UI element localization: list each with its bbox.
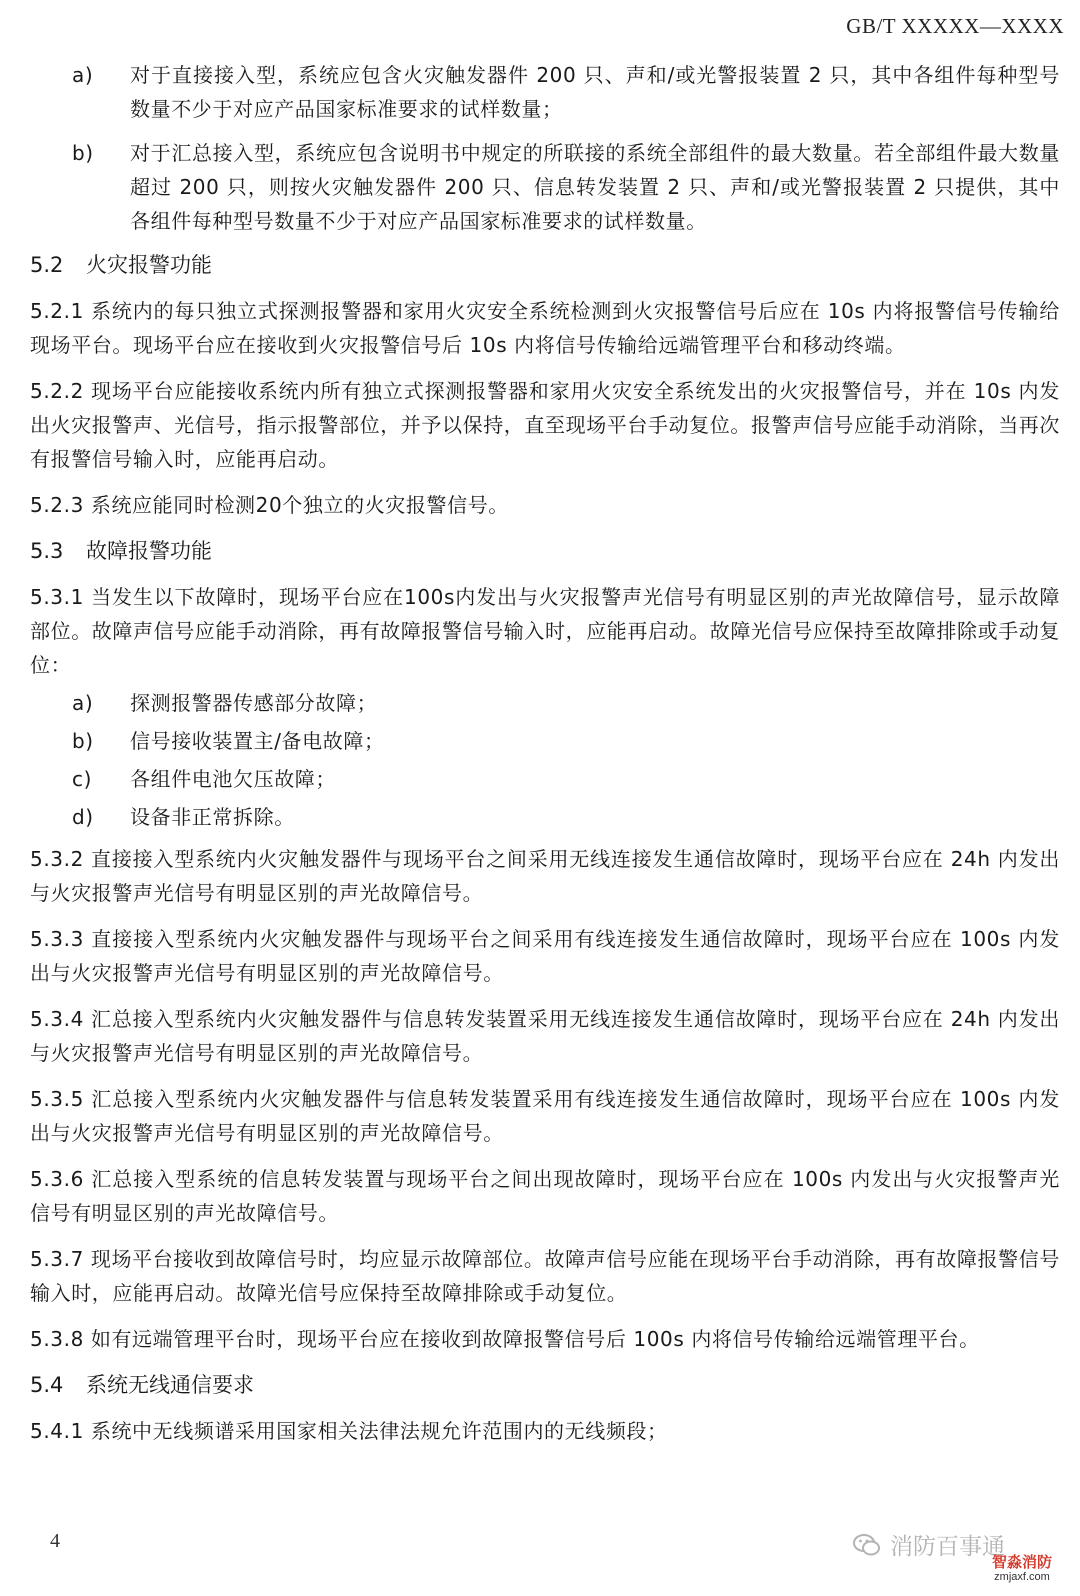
item-label: a) <box>72 691 94 715</box>
list-item <box>30 800 1060 834</box>
section-heading-5-4 <box>30 1368 1060 1402</box>
section-title: 故障报警功能 <box>86 539 212 563</box>
item-text: 对于直接接入型，系统应包含火灾触发器件 200 只、声和/或光警报装置 2 只，其中各组件每种型号数量不少于对应产品国家标准要求的试样数量； <box>130 63 1060 121</box>
clause-5-3-4: 5.3.4 汇总接入型系统内火灾触发器件与信息转发装置采用无线连接发生通信故障时，现场平台应在 24h 内发出与火灾报警声光信号有明显区别的声光故障信号。 <box>30 1007 1060 1065</box>
item-label: d) <box>72 805 94 829</box>
clause-5-2-2: 5.2.2 现场平台应能接收系统内所有独立式探测报警器和家用火灾安全系统发出的火灾报警信号，并在 10s 内发出火灾报警声、光信号，指示报警部位，并予以保持，直至现场平台手动复位。报警声信号应能手动消除，当再次有报警信号输入时，应能再启动。 <box>30 379 1060 471</box>
clause-5-3-8: 5.3.8 如有远端管理平台时，现场平台应在接收到故障报警信号后 100s 内将信号传输给远端管理平台。 <box>30 1327 980 1351</box>
clause-5-3-5: 5.3.5 汇总接入型系统内火灾触发器件与信息转发装置采用有线连接发生通信故障时，现场平台应在 100s 内发出与火灾报警声光信号有明显区别的声光故障信号。 <box>30 1087 1060 1145</box>
watermark-text: 消防百事通 <box>890 1534 1005 1560</box>
site-logo <box>992 1553 1052 1584</box>
clause-5-4-1: 5.4.1 系统中无线频谱采用国家相关法律法规允许范围内的无线频段； <box>30 1419 668 1443</box>
wechat-icon <box>852 1532 882 1558</box>
logo-text: 智淼消防 <box>991 1553 1052 1571</box>
intro-list <box>30 58 1060 238</box>
clause-5-3-2: 5.3.2 直接接入型系统内火灾触发器件与现场平台之间采用无线连接发生通信故障时，现场平台应在 24h 内发出与火灾报警声光信号有明显区别的声光故障信号。 <box>30 847 1060 905</box>
document-body <box>30 58 1060 1460</box>
item-label: b) <box>72 729 94 753</box>
section-title: 系统无线通信要求 <box>86 1373 254 1397</box>
clause-5-2-3: 5.2.3 系统应能同时检测20个独立的火灾报警信号。 <box>30 493 509 517</box>
section-number: 5.3 <box>30 539 64 563</box>
section-number: 5.4 <box>30 1373 64 1397</box>
list-item <box>30 58 1060 126</box>
item-label: a) <box>72 63 94 87</box>
list-item <box>30 762 1060 796</box>
clause-5-3-6: 5.3.6 汇总接入型系统的信息转发装置与现场平台之间出现故障时，现场平台应在 100s 内发出与火灾报警声光信号有明显区别的声光故障信号。 <box>30 1167 1060 1225</box>
item-label: b) <box>72 141 94 165</box>
item-text: 对于汇总接入型，系统应包含说明书中规定的所联接的系统全部组件的最大数量。若全部组件最大数量超过 200 只，则按火灾触发器件 200 只、信息转发装置 2 只、声和/或光警报装置 2 只提供，其中各组件每种型号数量不少于对应产品国家标准要求的试样数量。 <box>130 141 1060 233</box>
section-number: 5.2 <box>30 253 64 277</box>
clause-5-2-1: 5.2.1 系统内的每只独立式探测报警器和家用火灾安全系统检测到火灾报警信号后应在 10s 内将报警信号传输给现场平台。现场平台应在接收到火灾报警信号后 10s 内将信号传输给远端管理平台和移动终端。 <box>30 299 1060 357</box>
clause-5-3-7: 5.3.7 现场平台接收到故障信号时，均应显示故障部位。故障声信号应能在现场平台手动消除，再有故障报警信号输入时，应能再启动。故障光信号应保持至故障排除或手动复位。 <box>30 1247 1060 1305</box>
list-item <box>30 724 1060 758</box>
item-text: 探测报警器传感部分故障； <box>130 691 378 715</box>
watermark <box>852 1528 1005 1561</box>
list-item <box>30 686 1060 720</box>
fault-list <box>30 686 1060 834</box>
section-title: 火灾报警功能 <box>86 253 212 277</box>
logo-url: zmjaxf.com <box>994 1571 1050 1583</box>
item-text: 设备非正常拆除。 <box>130 805 295 829</box>
section-heading-5-3 <box>30 534 1060 568</box>
item-text: 信号接收装置主/备电故障； <box>130 729 385 753</box>
section-heading-5-2 <box>30 248 1060 282</box>
list-item <box>30 136 1060 238</box>
page-number: 4 <box>50 1530 60 1552</box>
item-label: c) <box>72 767 92 791</box>
clause-5-3-3: 5.3.3 直接接入型系统内火灾触发器件与现场平台之间采用有线连接发生通信故障时，现场平台应在 100s 内发出与火灾报警声光信号有明显区别的声光故障信号。 <box>30 927 1060 985</box>
item-text: 各组件电池欠压故障； <box>130 767 336 791</box>
clause-5-3-1: 5.3.1 当发生以下故障时，现场平台应在100s内发出与火灾报警声光信号有明显区别的声光故障信号，显示故障部位。故障声信号应能手动消除，再有故障报警信号输入时，应能再启动。故障光信号应保持至故障排除或手动复位： <box>30 585 1060 677</box>
standard-code: GB/T XXXXX—XXXX <box>846 14 1064 38</box>
